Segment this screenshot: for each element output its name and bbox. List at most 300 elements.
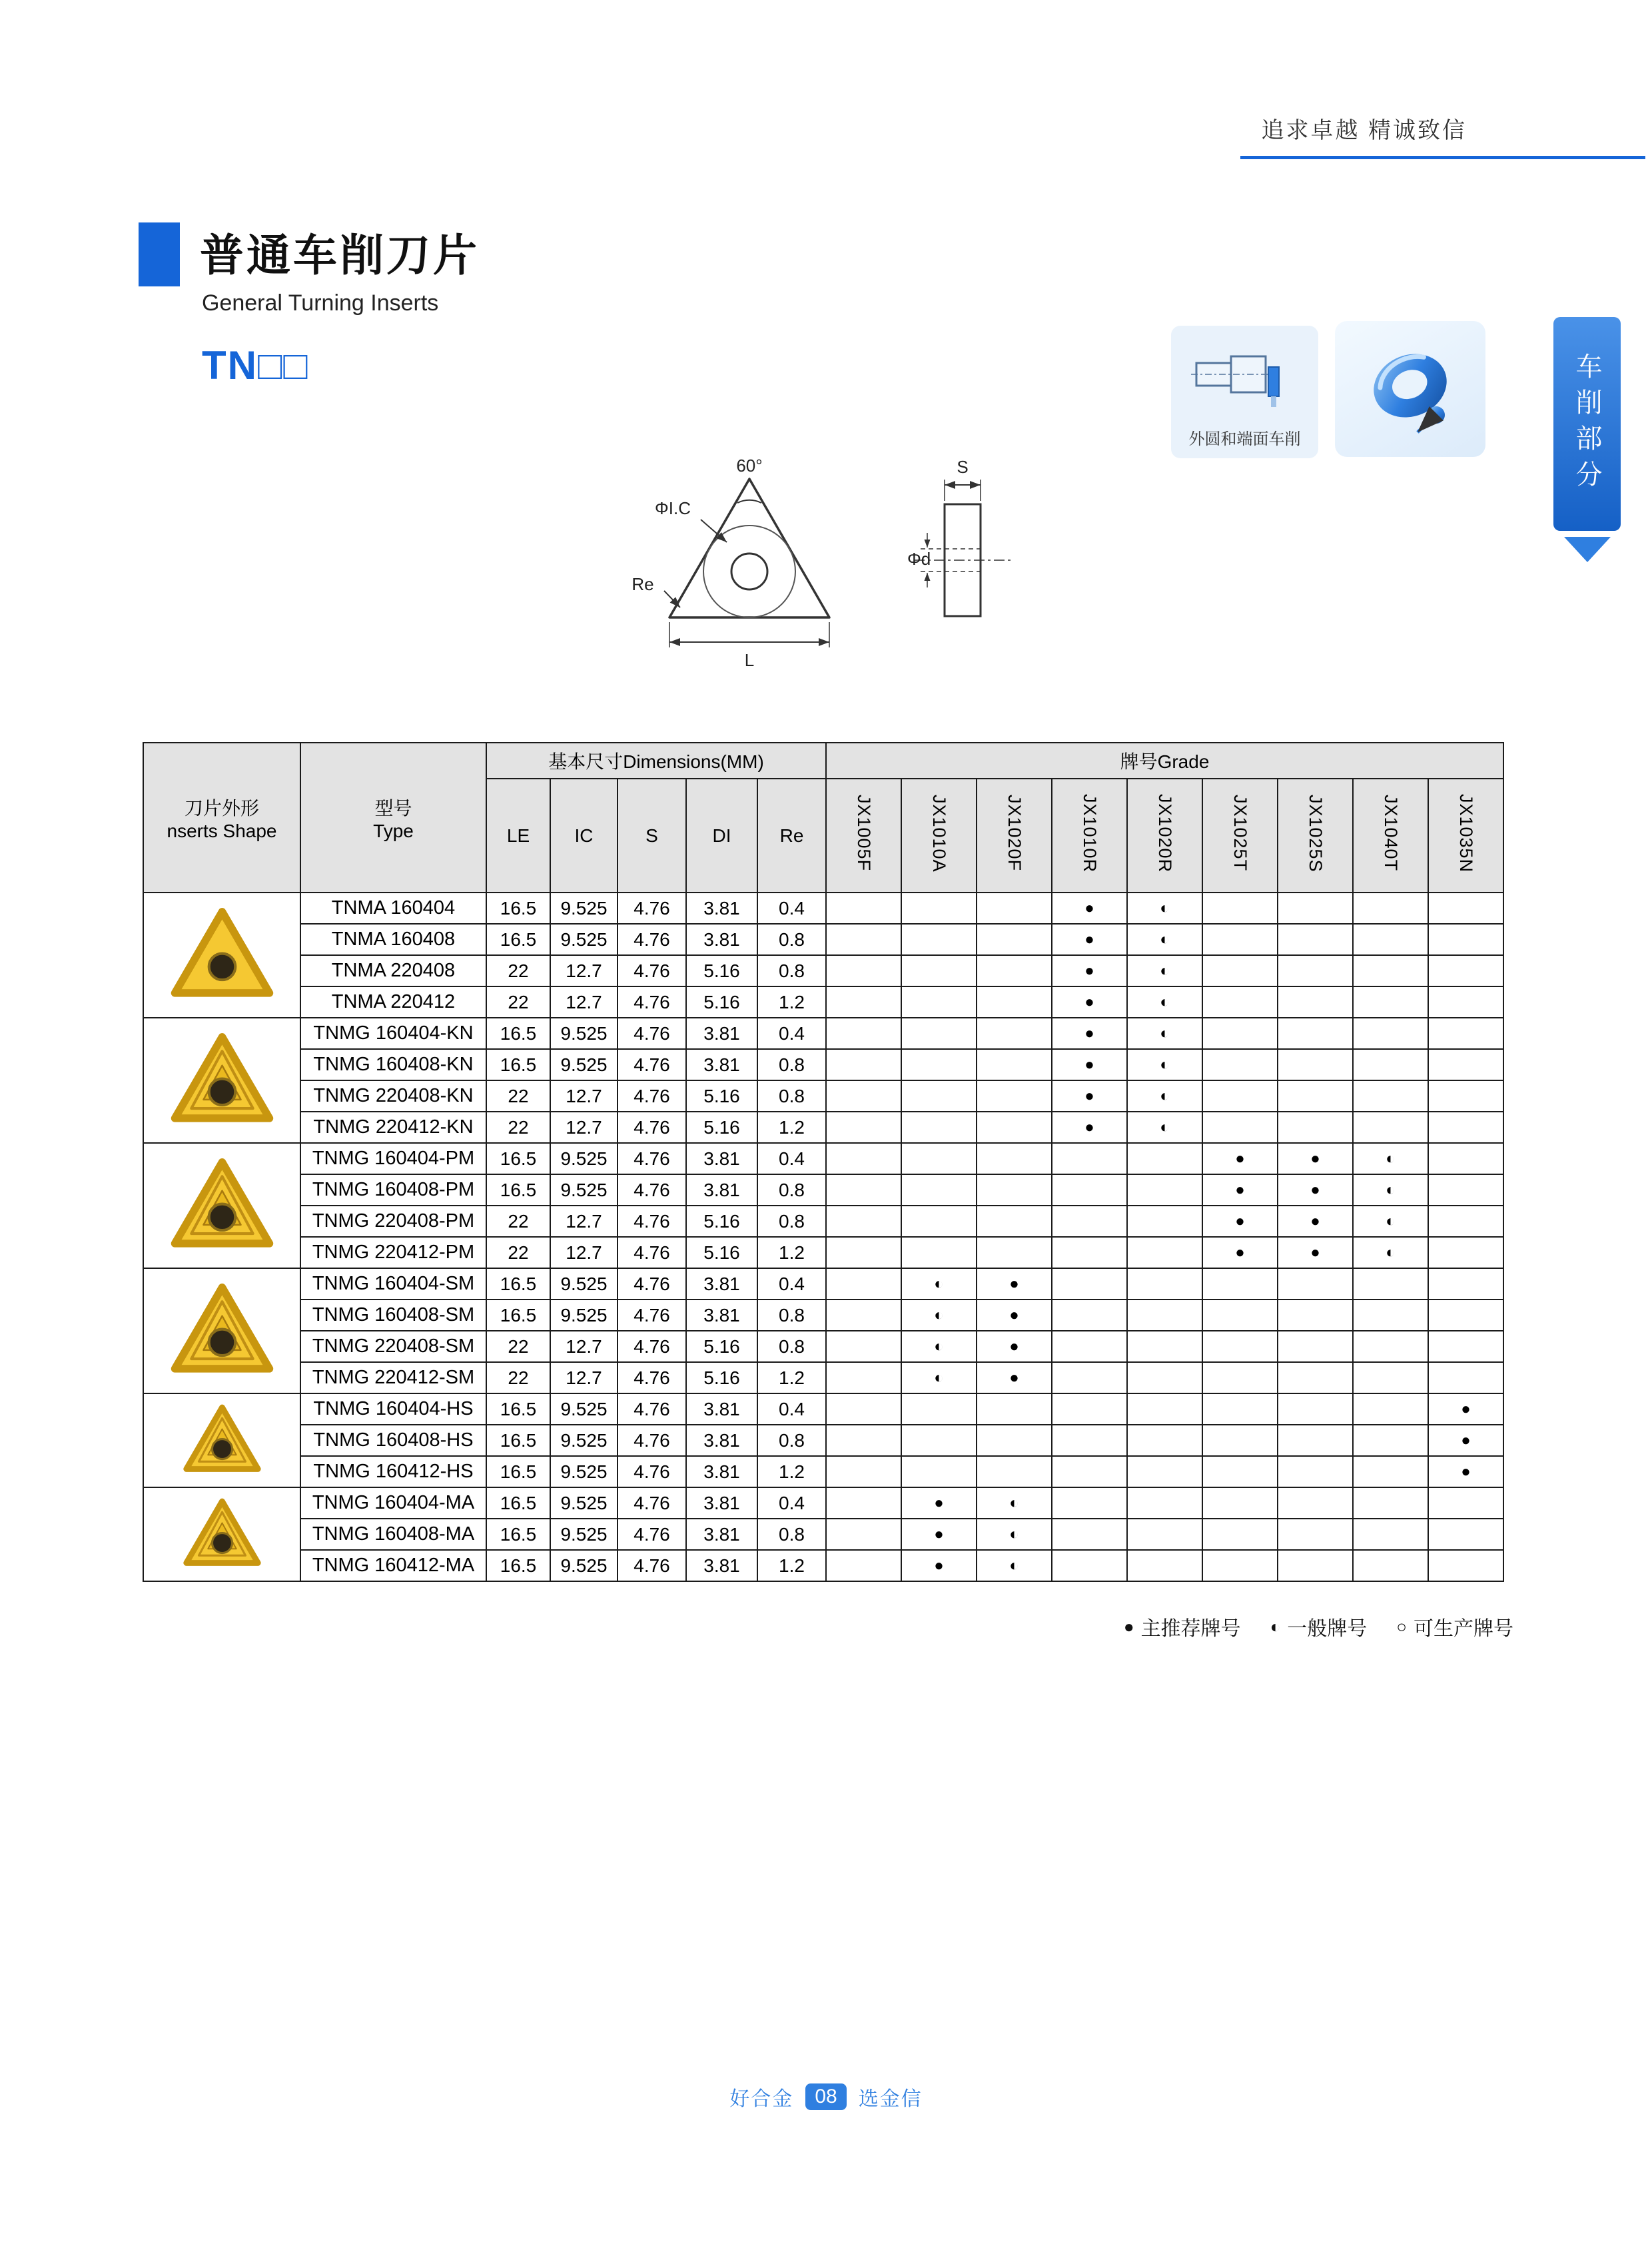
od-facing-turning-icon [1190,338,1300,411]
dim-s-cell: 4.76 [618,1425,686,1456]
grade-mark-cell [1052,1206,1127,1237]
dim-s-cell: 4.76 [618,1174,686,1206]
dim-s-cell: 4.76 [618,1143,686,1174]
grade-mark-cell [826,1268,901,1300]
legend-item-main [1124,1612,1241,1641]
grade-mark-cell [826,1456,901,1487]
side-tab-turning-section [1553,317,1621,531]
dim-re-cell: 1.2 [757,1456,826,1487]
dim-s-cell: 4.76 [618,986,686,1018]
dim-s-cell: 4.76 [618,1080,686,1112]
dim-le-cell: 22 [486,955,550,986]
grade-mark-cell [1202,1519,1278,1550]
dim-ic-cell: 12.7 [550,1112,618,1143]
grade-mark-cell [1278,1519,1353,1550]
grade-mark-cell [826,1080,901,1112]
grade-mark-cell [1353,1519,1428,1550]
insert-row [143,1456,1503,1487]
dim-re-cell: 0.4 [757,1393,826,1425]
grade-mark-cell [1353,1550,1428,1581]
dim-ic-cell: 9.525 [550,1425,618,1456]
grade-mark-cell [1052,1362,1127,1393]
grade-mark-cell [1353,893,1428,924]
dim-s-cell: 4.76 [618,1268,686,1300]
triangle-insert-ma-icon [181,1495,264,1571]
dim-le-cell: 16.5 [486,1519,550,1550]
grade-mark-cell [901,1143,977,1174]
grade-mark-cell [826,1550,901,1581]
grade-mark-cell: ● [1052,924,1127,955]
grade-mark-cell: ◐ [977,1519,1052,1550]
grade-mark-cell [826,1143,901,1174]
dim-ic-cell: 12.7 [550,1206,618,1237]
legend [1124,1612,1513,1641]
grade-mark-cell: ● [1202,1206,1278,1237]
grade-mark-cell [977,1080,1052,1112]
dim-le-cell: 22 [486,1331,550,1362]
grade-mark-cell [1353,1425,1428,1456]
grade-mark-cell [1428,1487,1503,1519]
grade-mark-cell [1278,1550,1353,1581]
dim-re-cell: 0.4 [757,1143,826,1174]
grade-mark-cell [1278,986,1353,1018]
col-header-grade-5: JX1025T [1202,779,1278,893]
insert-row [143,1362,1503,1393]
grade-mark-cell: ◐ [1127,1112,1202,1143]
grade-mark-cell [977,1425,1052,1456]
insert-row [143,924,1503,955]
grade-mark-cell [1353,1112,1428,1143]
grade-mark-cell [1428,924,1503,955]
grade-mark-cell [1353,1362,1428,1393]
type-cell: TNMG 160404-KN [300,1018,486,1049]
grade-mark-cell [901,1018,977,1049]
grade-mark-cell [1278,924,1353,955]
dim-re-cell: 0.4 [757,893,826,924]
grade-mark-cell [826,986,901,1018]
type-cell: TNMG 160404-PM [300,1143,486,1174]
grade-mark-cell [1202,1456,1278,1487]
grade-mark-cell: ● [1052,893,1127,924]
grade-mark-cell: ● [977,1268,1052,1300]
dim-di-cell: 3.81 [686,1143,757,1174]
grade-mark-cell [901,1425,977,1456]
insert-shape-cell [143,1018,300,1143]
dim-le-cell: 16.5 [486,1143,550,1174]
dim-di-cell: 3.81 [686,1049,757,1080]
grade-mark-cell [1202,1300,1278,1331]
dim-di-cell: 3.81 [686,893,757,924]
footer-right: 选金信 [858,2088,923,2110]
corner-radius-label: Re [631,574,654,594]
grade-mark-cell: ● [1052,1112,1127,1143]
type-cell: TNMG 160408-PM [300,1174,486,1206]
grade-mark-cell [826,1206,901,1237]
grade-mark-cell [901,1456,977,1487]
grade-mark-cell: ● [1052,1049,1127,1080]
render-box [1335,321,1485,457]
grade-mark-cell [1127,1425,1202,1456]
grade-mark-cell: ◐ [1127,955,1202,986]
length-label: L [744,650,755,670]
dim-di-cell: 3.81 [686,1393,757,1425]
grade-mark-cell: ◐ [1353,1206,1428,1237]
grade-mark-cell [1278,1487,1353,1519]
page-title: 普通车削刀片 [200,230,480,280]
grade-mark-cell [1127,1331,1202,1362]
grade-mark-cell: ● [1428,1393,1503,1425]
grade-mark-cell [977,1237,1052,1268]
header-divider [1240,156,1645,159]
insert-row [143,1487,1503,1519]
grade-mark-cell [1353,1487,1428,1519]
dim-ic-cell: 9.525 [550,1300,618,1331]
dim-ic-cell: 9.525 [550,893,618,924]
dim-s-cell: 4.76 [618,1237,686,1268]
grade-mark-cell [977,893,1052,924]
grade-mark-cell [826,1487,901,1519]
dim-le-cell: 16.5 [486,1174,550,1206]
dim-le-cell: 22 [486,1362,550,1393]
insert-row [143,1331,1503,1362]
grade-mark-cell: ◐ [1353,1174,1428,1206]
grade-mark-cell [1127,1237,1202,1268]
insert-row [143,1112,1503,1143]
grade-mark-cell [1202,955,1278,986]
grade-mark-cell [1052,1300,1127,1331]
col-header-grade-0: JX1005F [826,779,901,893]
dim-s-cell: 4.76 [618,1112,686,1143]
grade-mark-cell [1353,1300,1428,1331]
dim-re-cell: 0.4 [757,1018,826,1049]
dim-di-cell: 3.81 [686,1268,757,1300]
triangle-insert-sm-icon [167,1280,277,1379]
footer [0,2082,1652,2111]
grade-mark-cell: ● [1278,1237,1353,1268]
grade-mark-cell [1278,1300,1353,1331]
dim-re-cell: 0.4 [757,1487,826,1519]
dim-di-cell: 3.81 [686,1425,757,1456]
dim-re-cell: 0.4 [757,1268,826,1300]
grade-mark-cell: ● [1428,1456,1503,1487]
grade-mark-cell [1202,986,1278,1018]
dim-le-cell: 16.5 [486,1268,550,1300]
grade-mark-cell: ◐ [977,1550,1052,1581]
grade-mark-cell [1127,1393,1202,1425]
dim-re-cell: 0.8 [757,1331,826,1362]
grade-mark-cell [826,1393,901,1425]
col-header-shape-en: nserts Shape [167,820,277,841]
dim-le-cell: 22 [486,1080,550,1112]
grade-mark-cell [826,1112,901,1143]
dim-ic-cell: 12.7 [550,1080,618,1112]
grade-mark-cell [1202,1425,1278,1456]
dim-re-cell: 0.8 [757,924,826,955]
col-header-grade-4: JX1020R [1127,779,1202,893]
dim-s-cell: 4.76 [618,1300,686,1331]
grade-mark-cell [1278,1018,1353,1049]
dim-le-cell: 22 [486,986,550,1018]
grade-mark-cell [826,1331,901,1362]
grade-mark-cell [901,1174,977,1206]
grade-mark-cell: ● [1052,955,1127,986]
dim-di-cell: 5.16 [686,955,757,986]
dim-di-cell: 5.16 [686,1080,757,1112]
grade-mark-cell [826,1237,901,1268]
grade-mark-cell [1052,1550,1127,1581]
dim-s-cell: 4.76 [618,1456,686,1487]
grade-mark-cell [1428,1174,1503,1206]
col-header-re: Re [757,779,826,893]
dim-le-cell: 16.5 [486,1018,550,1049]
grade-mark-cell [1353,1268,1428,1300]
dim-ic-cell: 9.525 [550,1174,618,1206]
grade-mark-cell [1353,1393,1428,1425]
type-cell: TNMG 160408-SM [300,1300,486,1331]
grade-mark-cell [977,1456,1052,1487]
type-cell: TNMG 160408-MA [300,1519,486,1550]
dim-ic-cell: 9.525 [550,1456,618,1487]
grade-mark-cell [1202,1487,1278,1519]
grade-mark-cell [1278,1362,1353,1393]
dim-di-cell: 3.81 [686,1519,757,1550]
grade-mark-cell [1428,1018,1503,1049]
grade-mark-cell: ● [1202,1237,1278,1268]
grade-mark-cell: ● [901,1487,977,1519]
grade-mark-cell [1202,1550,1278,1581]
dim-re-cell: 0.8 [757,1206,826,1237]
dim-s-cell: 4.76 [618,1018,686,1049]
dim-le-cell: 16.5 [486,1300,550,1331]
dim-ic-cell: 9.525 [550,1049,618,1080]
grade-mark-cell [1127,1268,1202,1300]
grade-mark-cell [1052,1487,1127,1519]
dim-re-cell: 0.8 [757,1519,826,1550]
grade-mark-cell [1127,1174,1202,1206]
application-box [1171,326,1318,458]
dim-re-cell: 0.8 [757,955,826,986]
legend-item-producible [1396,1612,1513,1641]
dim-s-cell: 4.76 [618,955,686,986]
grade-mark-cell [1353,924,1428,955]
col-header-type-cn: 型号 [374,797,412,819]
insert-shape-cell [143,1143,300,1268]
grade-mark-cell [901,1393,977,1425]
type-cell: TNMG 160408-HS [300,1425,486,1456]
grade-mark-cell [1428,986,1503,1018]
grade-mark-cell [1052,1174,1127,1206]
dim-di-cell: 3.81 [686,1300,757,1331]
grade-mark-cell [977,1143,1052,1174]
grade-mark-cell [1202,893,1278,924]
col-group-dimensions: 基本尺寸Dimensions(MM) [486,743,826,779]
full-circle-icon: ● [1123,1616,1134,1637]
dim-re-cell: 0.8 [757,1300,826,1331]
grade-mark-cell [1052,1268,1127,1300]
dim-ic-cell: 9.525 [550,1143,618,1174]
dim-di-cell: 3.81 [686,1174,757,1206]
dim-ic-cell: 9.525 [550,1393,618,1425]
grade-mark-cell [1428,1519,1503,1550]
grade-mark-cell [1428,1300,1503,1331]
dim-di-cell: 3.81 [686,1018,757,1049]
inserts-table [143,742,1504,1582]
grade-mark-cell [1278,1268,1353,1300]
footer-left: 好合金 [729,2088,794,2110]
grade-mark-cell: ◐ [1127,1080,1202,1112]
type-cell: TNMG 220408-PM [300,1206,486,1237]
grade-mark-cell [1127,1362,1202,1393]
dim-re-cell: 1.2 [757,1550,826,1581]
triangle-insert-kn-icon [167,1029,277,1128]
triangle-insert-hs-icon [181,1401,264,1477]
dim-di-cell: 5.16 [686,1112,757,1143]
grade-mark-cell [1052,1519,1127,1550]
grade-mark-cell: ◐ [1127,986,1202,1018]
dim-s-cell: 4.76 [618,893,686,924]
grade-mark-cell [901,986,977,1018]
dim-le-cell: 16.5 [486,1456,550,1487]
grade-mark-cell [901,955,977,986]
insert-row [143,1393,1503,1425]
dim-le-cell: 16.5 [486,893,550,924]
dim-re-cell: 0.8 [757,1049,826,1080]
legend-label: 可生产牌号 [1414,1618,1513,1640]
insert-row [143,1080,1503,1112]
grade-mark-cell [1353,1331,1428,1362]
grade-mark-cell: ● [1202,1174,1278,1206]
insert-row [143,1519,1503,1550]
grade-mark-cell: ● [1052,1080,1127,1112]
grade-mark-cell [826,1018,901,1049]
grade-mark-cell [1127,1456,1202,1487]
grade-mark-cell [1353,1049,1428,1080]
grade-mark-cell [977,1174,1052,1206]
chevron-down-icon [1564,537,1611,566]
col-header-grade-3: JX1010R [1052,779,1127,893]
grade-mark-cell [1127,1300,1202,1331]
grade-mark-cell: ● [977,1362,1052,1393]
dim-le-cell: 16.5 [486,1487,550,1519]
col-header-s: S [618,779,686,893]
grade-mark-cell [977,924,1052,955]
grade-mark-cell [1353,1018,1428,1049]
dim-ic-cell: 12.7 [550,1362,618,1393]
insert-side-view-drawing [905,448,1021,673]
dim-di-cell: 3.81 [686,1487,757,1519]
dim-le-cell: 16.5 [486,1049,550,1080]
grade-mark-cell: ● [901,1519,977,1550]
grade-mark-cell [826,1049,901,1080]
grade-mark-cell [901,924,977,955]
col-header-type [300,743,486,893]
dim-ic-cell: 12.7 [550,986,618,1018]
grade-mark-cell [1428,1331,1503,1362]
grade-mark-cell [901,1080,977,1112]
grade-mark-cell [1428,955,1503,986]
col-group-grade: 牌号Grade [826,743,1503,779]
dim-le-cell: 16.5 [486,924,550,955]
insert-row [143,1237,1503,1268]
type-cell: TNMG 220412-SM [300,1362,486,1393]
insert-row [143,1425,1503,1456]
grade-mark-cell [901,1206,977,1237]
dim-s-cell: 4.76 [618,924,686,955]
grade-mark-cell [1278,1112,1353,1143]
grade-mark-cell: ◐ [1127,1049,1202,1080]
grade-mark-cell [1278,1080,1353,1112]
grade-mark-cell [1428,1049,1503,1080]
grade-mark-cell [1052,1331,1127,1362]
grade-mark-cell [977,1049,1052,1080]
type-cell: TNMA 220412 [300,986,486,1018]
grade-mark-cell [977,1018,1052,1049]
triangle-insert-pm-icon [167,1154,277,1254]
type-cell: TNMG 160408-KN [300,1049,486,1080]
dim-le-cell: 22 [486,1206,550,1237]
grade-mark-cell [1127,1519,1202,1550]
grade-mark-cell [1428,893,1503,924]
type-cell: TNMA 220408 [300,955,486,986]
dim-di-cell: 5.16 [686,1206,757,1237]
dim-re-cell: 1.2 [757,1237,826,1268]
empty-circle-icon: ○ [1396,1616,1407,1637]
grade-mark-cell [1202,1112,1278,1143]
col-header-le: LE [486,779,550,893]
grade-mark-cell: ● [1202,1143,1278,1174]
dim-ic-cell: 12.7 [550,1237,618,1268]
dim-re-cell: 0.8 [757,1080,826,1112]
grade-mark-cell [1052,1393,1127,1425]
grade-mark-cell [1428,1237,1503,1268]
dim-s-cell: 4.76 [618,1487,686,1519]
grade-mark-cell: ● [1278,1174,1353,1206]
grade-mark-cell [1278,893,1353,924]
type-cell: TNMG 160404-HS [300,1393,486,1425]
col-header-di: DI [686,779,757,893]
grade-mark-cell [1353,955,1428,986]
insert-row [143,893,1503,924]
dim-ic-cell: 9.525 [550,1550,618,1581]
dim-s-cell: 4.76 [618,1393,686,1425]
type-cell: TNMG 220408-KN [300,1080,486,1112]
grade-mark-cell [1202,1018,1278,1049]
dim-s-cell: 4.76 [618,1331,686,1362]
section-marker [139,222,180,286]
grade-mark-cell: ◐ [1127,1018,1202,1049]
grade-mark-cell [1202,1268,1278,1300]
grade-mark-cell: ◐ [1127,893,1202,924]
angle-label: 60° [736,456,763,476]
grade-mark-cell [1202,1049,1278,1080]
dim-re-cell: 0.8 [757,1425,826,1456]
dim-di-cell: 5.16 [686,1237,757,1268]
grade-mark-cell [977,1206,1052,1237]
grade-mark-cell [826,893,901,924]
grade-mark-cell [826,1174,901,1206]
hole-diameter-label: Φd [907,549,931,569]
insert-row [143,1300,1503,1331]
legend-item-general [1270,1612,1368,1641]
grade-mark-cell [1278,955,1353,986]
grade-mark-cell: ● [1052,1018,1127,1049]
grade-mark-cell [977,1393,1052,1425]
dim-le-cell: 16.5 [486,1393,550,1425]
insert-row [143,1049,1503,1080]
grade-mark-cell [826,955,901,986]
grade-mark-cell [1278,1331,1353,1362]
col-header-shape-cn: 刀片外形 [184,797,259,819]
